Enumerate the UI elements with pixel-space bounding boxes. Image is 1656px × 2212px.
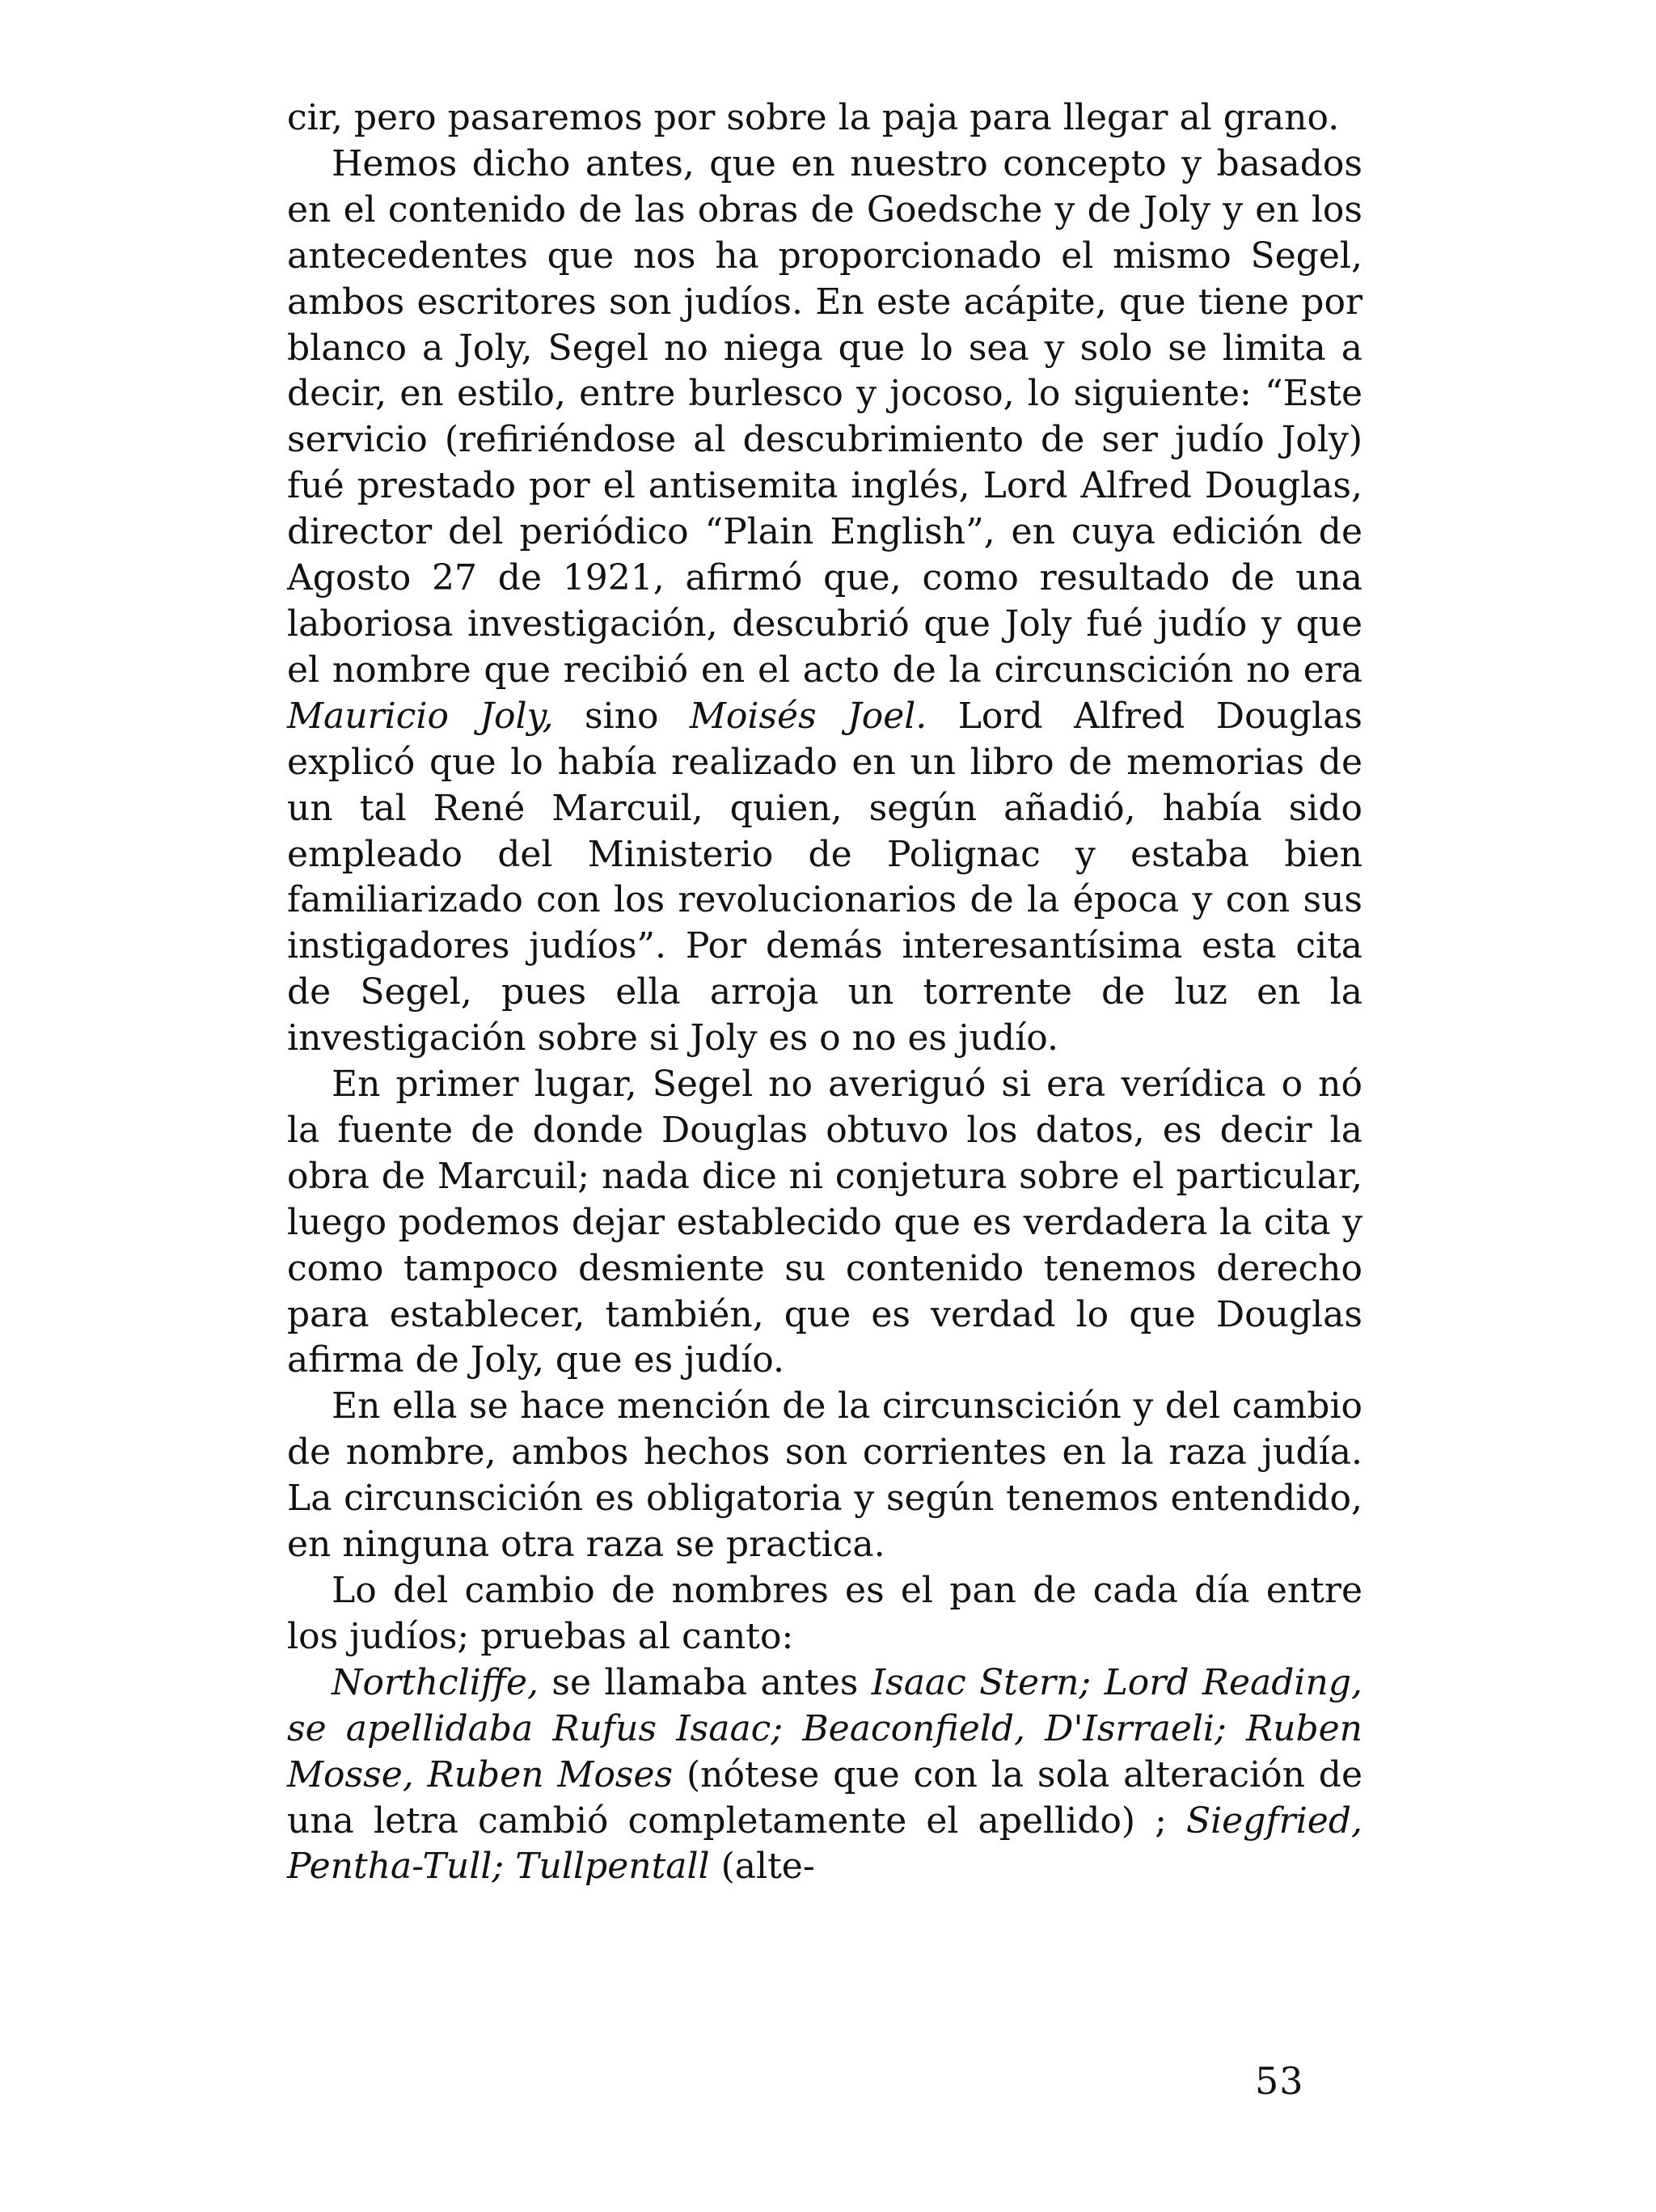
- paragraph-6-italic-1: Northcliffe,: [332, 1661, 539, 1703]
- paragraph-6-text-2: (nótese que con la sola alteración de una letra cambió completamente el apellido) ;: [287, 1753, 1362, 1842]
- paragraph-6-text-3: (alte-: [720, 1846, 815, 1888]
- paragraph-2-italic-name-2: Moisés Joel.: [689, 695, 927, 737]
- page-text: [287, 95, 1362, 1890]
- paragraph-6-text-1: se llamaba antes: [551, 1661, 859, 1703]
- paragraph-2-connector: sino: [584, 695, 659, 737]
- paragraph-2-text: Hemos dicho antes, que en nuestro concepto y basados en el contenido de las obras de Goedsche y de Joly y en los antecedentes que nos ha proporcionado el mismo Segel, ambos escritores son judíos. En este acápite, que tiene por blanco a Joly, Segel no niega que lo sea y solo se limita a decir, en estilo, entre burlesco y jocoso, lo siguiente: “Este servicio (refiriéndose al descubrimiento de ser judío Joly) fué prestado por el antisemita inglés, Lord Alfred Douglas, director del periódico “Plain English”, en cuya edición de Agosto 27 de 1921, afirmó que, como resultado de una laboriosa investigación, descubrió que Joly fué judío y que el nombre que recibió en el acto de la circunscición no era: [287, 142, 1362, 691]
- paragraph-5: Lo del cambio de nombres es el pan de cada día entre los judíos; pruebas al canto:: [287, 1570, 1362, 1657]
- paragraph-2: [287, 142, 1362, 1062]
- paragraph-3: En primer lugar, Segel no averiguó si era verídica o nó la fuente de donde Douglas obtuvo los datos, es decir la obra de Marcuil; nada dice ni conjetura sobre el particular, luego podemos dejar establecido que es verdadera la cita y como tampoco desmiente su contenido tenemos derecho para establecer, también, que es verdad lo que Douglas afirma de Joly, que es judío.: [287, 1064, 1362, 1381]
- paragraph-6: [287, 1660, 1362, 1891]
- paragraph-2-text-end: Lord Alfred Douglas explicó que lo había realizado en un libro de memorias de un tal René Marcuil, quien, según añadió, había sido empleado del Ministerio de Polignac y estaba bien familiarizado con los revolucionarios de la época y con sus instigadores judíos”. Por demás interesantísima esta cita de Segel, pues ella arroja un torrente de luz en la investigación sobre si Joly es o no es judío.: [287, 695, 1362, 1059]
- paragraph-1: cir, pero pasaremos por sobre la paja para llegar al grano.: [287, 97, 1340, 138]
- paragraph-4: En ella se hace mención de la circunscición y del cambio de nombre, ambos hechos son corrientes en la raza judía. La circunscición es obligatoria y según tenemos entendido, en ninguna otra raza se practica.: [287, 1385, 1362, 1566]
- paragraph-6-italic-2: Isaac Stern; Lord Reading, se apellidaba Rufus Isaac; Beaconfield, D'Isrraeli; Ruben Mosse, Ruben Moses: [287, 1661, 1362, 1795]
- paragraph-6-italic-3: Siegfried, Pentha-Tull; Tullpentall: [287, 1800, 1362, 1888]
- page-number: 53: [1255, 2059, 1304, 2103]
- paragraph-2-italic-name-1: Mauricio Joly,: [287, 695, 554, 737]
